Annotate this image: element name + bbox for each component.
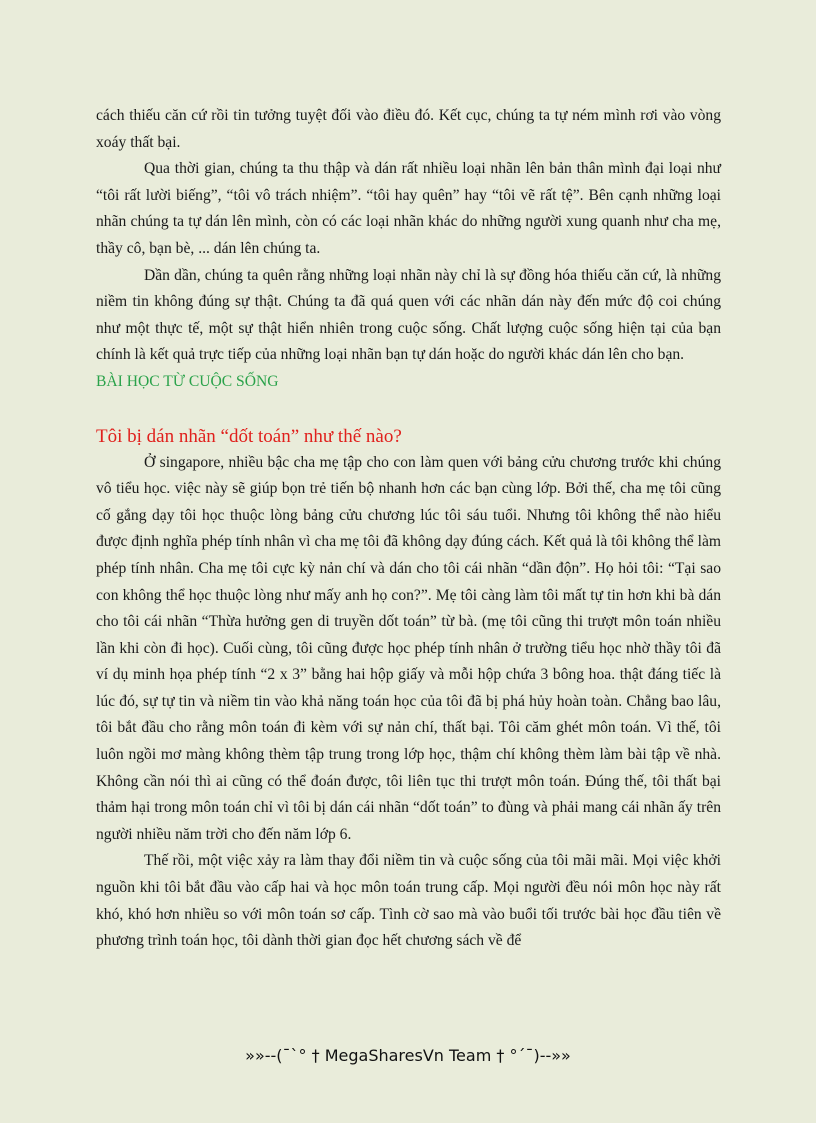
paragraph-1: cách thiếu căn cứ rồi tin tưởng tuyệt đối vào điều đó. Kết cục, chúng ta tự ném mình rơi vào vòng xoáy thất bại. (96, 107, 721, 151)
paragraph-2: Qua thời gian, chúng ta thu thập và dán rất nhiều loại nhãn lên bản thân mình đại loại như “tôi rất lười biếng”, “tôi vô trách nhiệm”. “tôi hay quên” hay “tôi vẽ rất tệ”. Bên cạnh những loại nhãn chúng ta tự dán lên mình, còn có các loại nhãn khác do những người xung quanh như cha mẹ, thầy cô, bạn bè, ... dán lên chúng ta. (96, 160, 721, 257)
paragraph-3: Dần dần, chúng ta quên rằng những loại nhãn này chỉ là sự đồng hóa thiếu căn cứ, là những niềm tin không đúng sự thật. Chúng ta đã quá quen với các nhãn dán này đến mức độ coi chúng như một thực tế, một sự thật hiển nhiên trong cuộc sống. Chất lượng cuộc sống hiện tại của bạn chính là kết quả trực tiếp của những loại nhãn bạn tự dán hoặc do người khác dán lên cho bạn. (96, 266, 721, 364)
chapter-heading: Tôi bị dán nhãn “dốt toán” như thế nào? (96, 425, 402, 447)
page-body (96, 103, 721, 955)
page-footer: »»--(¯`° † MegaSharesVn Team † °´¯)--»» (245, 1046, 571, 1065)
section-label: BÀI HỌC TỪ CUỘC SỐNG (96, 372, 279, 390)
paragraph-4: Ở singapore, nhiều bậc cha mẹ tập cho con làm quen với bảng cửu chương trước khi chúng vô tiểu học. việc này sẽ giúp bọn trẻ tiến bộ nhanh hơn các bạn cùng lớp. Bởi thế, cha mẹ tôi cũng cố gắng dạy tôi học thuộc lòng bảng cửu chương lúc tôi sáu tuổi. Nhưng tôi không thể nào hiểu được định nghĩa phép tính nhân vì cha mẹ tôi đã không dạy đúng cách. Kết quả là tôi không thể làm phép tính nhân. Cha mẹ tôi cực kỳ nản chí và dán cho tôi cái nhãn “dần độn”. Họ hỏi tôi: “Tại sao con không thể học thuộc lòng như mấy anh họ con?”. Mẹ tôi càng làm tôi mất tự tin hơn khi bà dán cho tôi cái nhãn “Thừa hưởng gen di truyền dốt toán” từ bà. (mẹ tôi cũng thi trượt môn toán nhiều lần khi còn đi học). Cuối cùng, tôi cũng được học phép tính nhân ở trường tiểu học nhờ thầy tôi đã ví dụ minh họa phép tính “2 x 3” bằng hai hộp giấy và mỗi hộp chứa 3 bông hoa. thật đáng tiếc là lúc đó, sự tự tin và niềm tin vào khả năng toán học của tôi đã bị phá hủy hoàn toàn. Chẳng bao lâu, tôi bắt đầu cho rằng môn toán đi kèm với sự nản chí, thất bại. Tôi căm ghét môn toán. Vì thế, tôi luôn ngồi mơ màng không thèm tập trung trong lớp học, thậm chí không thèm làm bài tập về nhà. Không cần nói thì ai cũng có thể đoán được, tôi liên tục thi trượt môn toán. Đúng thế, tôi thất bại thảm hại trong môn toán chỉ vì tôi bị dán cái nhãn “dốt toán” to đùng và phải mang cái nhãn ấy trên người nhiều năm trời cho đến năm lớp 6. (96, 453, 721, 843)
paragraph-5: Thế rồi, một việc xảy ra làm thay đổi niềm tin và cuộc sống của tôi mãi mãi. Mọi việc khởi nguồn khi tôi bắt đầu vào cấp hai và học môn toán trung cấp. Mọi người đều nói môn học này rất khó, khó hơn nhiều so với môn toán sơ cấp. Tình cờ sao mà vào buổi tối trước bài học đầu tiên về phương trình toán học, tôi dành thời gian đọc hết chương sách về để (96, 852, 721, 950)
